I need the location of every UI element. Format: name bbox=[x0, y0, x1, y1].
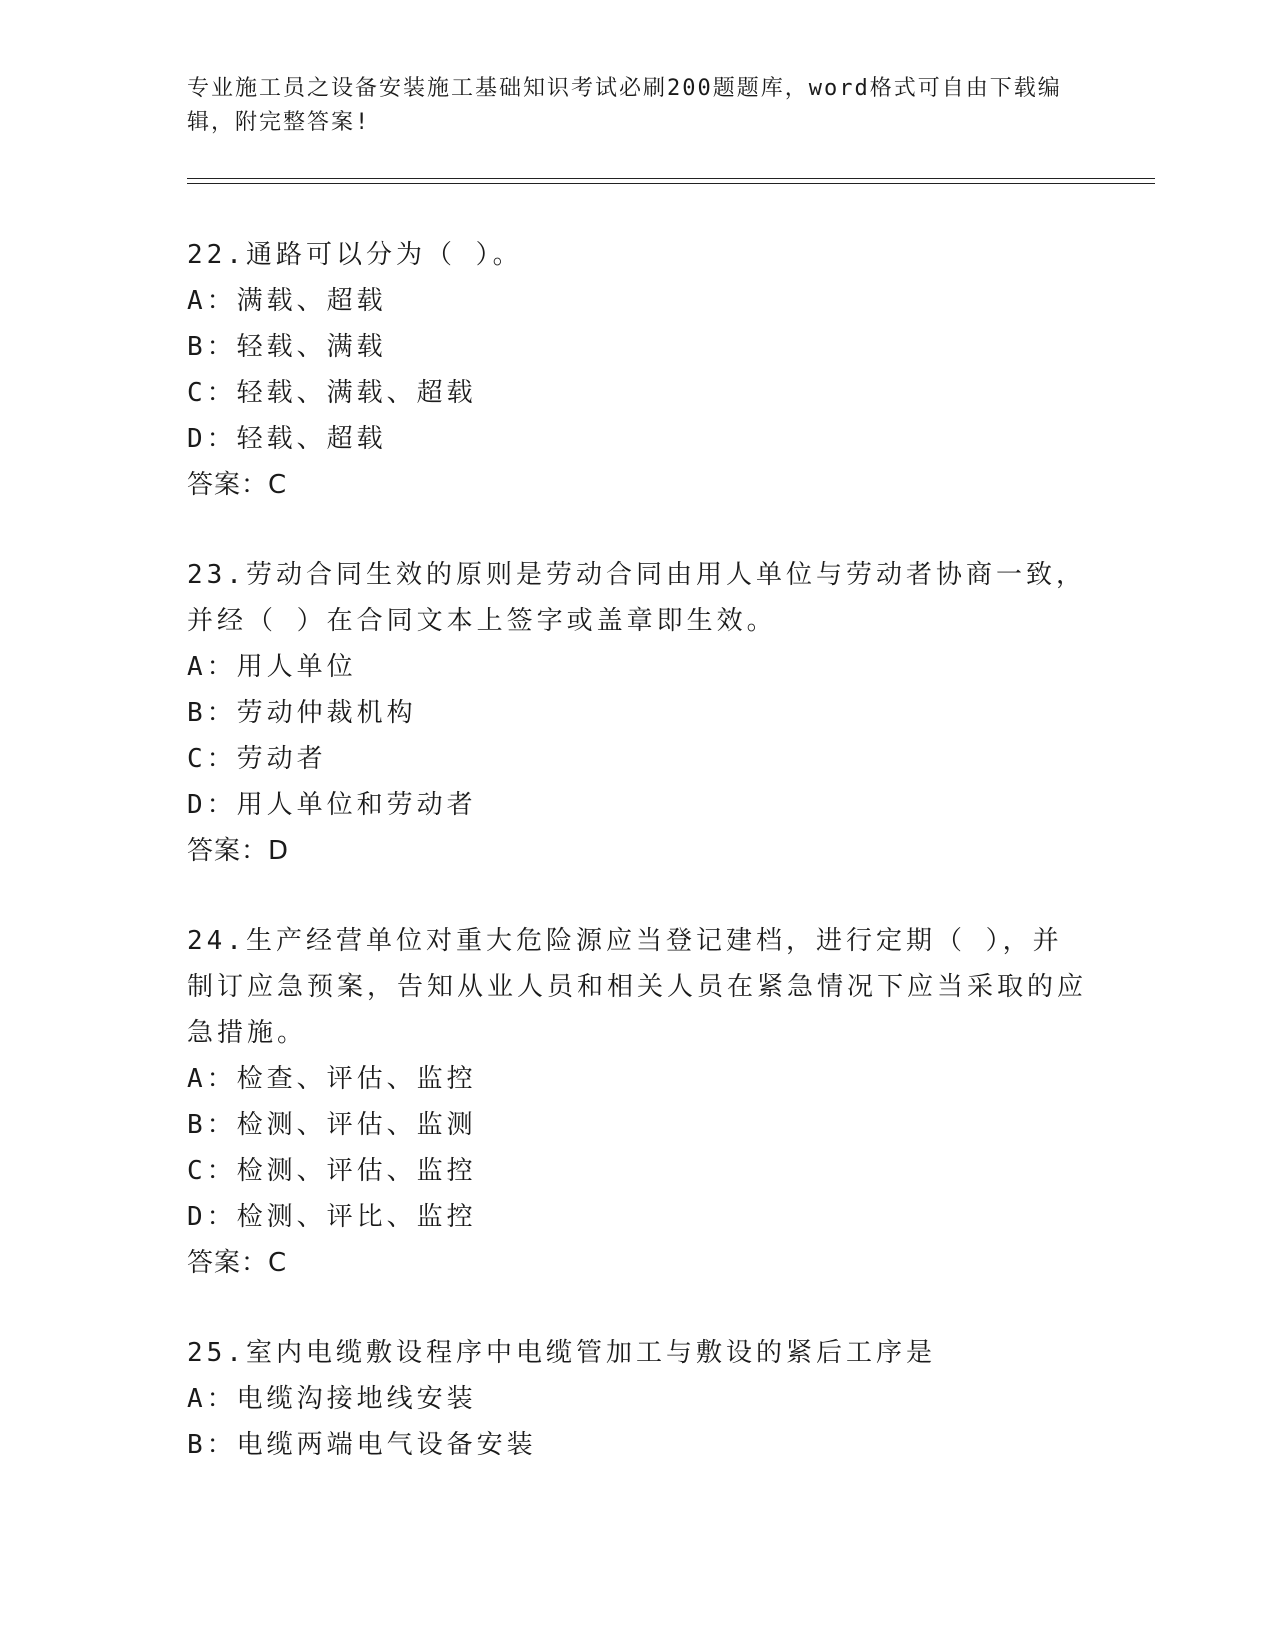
option-a: A：满载、超载 bbox=[187, 286, 387, 316]
option-b: B：劳动仲裁机构 bbox=[187, 698, 417, 728]
option-c: C：检测、评估、监控 bbox=[187, 1156, 477, 1186]
option-d: D：用人单位和劳动者 bbox=[187, 790, 477, 820]
question-22 bbox=[187, 232, 1087, 508]
header-title: 专业施工员之设备安装施工基础知识考试必刷200题题库，word格式可自由下载编辑，附完整答案! bbox=[187, 76, 1062, 135]
document-header bbox=[187, 72, 1087, 140]
question-stem: 22.通路可以分为（ ）。 bbox=[187, 240, 523, 270]
option-d: D：轻载、超载 bbox=[187, 424, 387, 454]
header-rule-bottom bbox=[187, 183, 1155, 184]
question-stem: 23.劳动合同生效的原则是劳动合同由用人单位与劳动者协商一致，并经（ ）在合同文本上签字或盖章即生效。 bbox=[187, 560, 1086, 636]
option-a: A：电缆沟接地线安装 bbox=[187, 1384, 477, 1414]
question-24 bbox=[187, 918, 1087, 1286]
option-a: A：检查、评估、监控 bbox=[187, 1064, 477, 1094]
question-25 bbox=[187, 1330, 1087, 1468]
question-23 bbox=[187, 552, 1087, 874]
option-c: C：轻载、满载、超载 bbox=[187, 378, 477, 408]
option-b: B：电缆两端电气设备安装 bbox=[187, 1430, 537, 1460]
question-stem: 25.室内电缆敷设程序中电缆管加工与敷设的紧后工序是 bbox=[187, 1338, 936, 1368]
answer: 答案：C bbox=[187, 470, 288, 500]
answer: 答案：D bbox=[187, 836, 290, 866]
option-d: D：检测、评比、监控 bbox=[187, 1202, 477, 1232]
question-stem: 24.生产经营单位对重大危险源应当登记建档，进行定期（ ），并制订应急预案，告知从业人员和相关人员在紧急情况下应当采取的应急措施。 bbox=[187, 926, 1088, 1048]
question-list bbox=[187, 232, 1087, 1512]
option-b: B：检测、评估、监测 bbox=[187, 1110, 477, 1140]
option-c: C：劳动者 bbox=[187, 744, 327, 774]
header-rule-top bbox=[187, 178, 1155, 179]
option-a: A：用人单位 bbox=[187, 652, 357, 682]
option-b: B：轻载、满载 bbox=[187, 332, 387, 362]
answer: 答案：C bbox=[187, 1248, 288, 1278]
